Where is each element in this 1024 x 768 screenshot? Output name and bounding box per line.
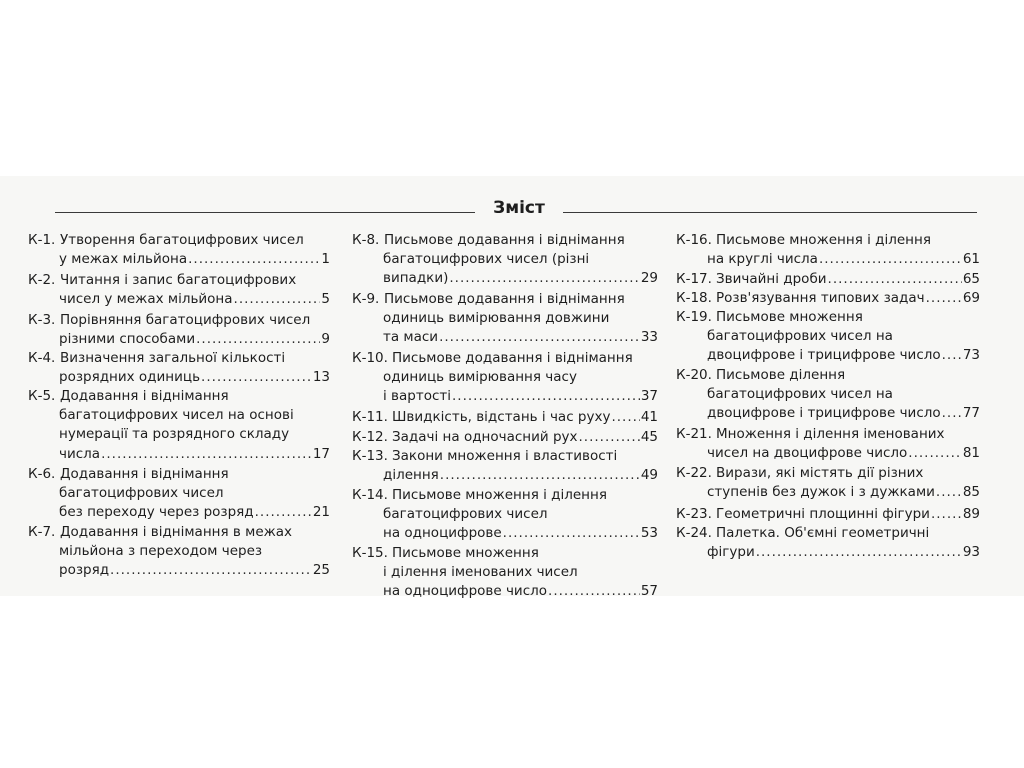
toc-entry: [28, 349, 330, 387]
dot-leader: [942, 404, 962, 423]
entry-code: К-21.: [676, 426, 712, 442]
entry-title-line: мільйона з переходом через: [59, 543, 263, 560]
entry-code: К-16.: [676, 232, 712, 248]
entry-title-line: на круглі числа: [707, 251, 818, 268]
page-number: 1: [321, 251, 330, 268]
toc-entry: [28, 311, 330, 349]
toc-entry: [676, 231, 980, 269]
toc-entry: [28, 271, 330, 309]
page-number: 13: [312, 369, 330, 386]
toc-entry: [352, 428, 658, 447]
entry-title-line: і вартості: [383, 388, 452, 405]
entry-title-line: чисел на двоцифрове число: [707, 445, 908, 462]
entry-title-line: числа: [59, 445, 101, 462]
toc-entry: [676, 308, 980, 366]
entry-title-line: чисел у межах мільйона: [59, 291, 233, 308]
dot-leader: [101, 445, 312, 464]
dot-leader: [439, 328, 640, 347]
page-number: 49: [640, 467, 658, 484]
page-number: 61: [962, 251, 980, 268]
page-number: 21: [312, 504, 330, 521]
toc-entry: [676, 366, 980, 424]
entry-code: К-8.: [352, 232, 380, 248]
heading-rule-left: [55, 212, 475, 213]
dot-leader: [942, 346, 962, 365]
page-number: 9: [321, 331, 330, 348]
entry-title-line: Письмове множення і ділення: [392, 487, 607, 503]
entry-title-line: Утворення багатоцифрових чисел: [60, 232, 304, 248]
dot-leader: [828, 270, 962, 289]
entry-title-line: двоцифрове і трицифрове число: [707, 347, 941, 364]
entry-title-line: Задачі на одночасний рух: [392, 429, 578, 445]
entry-code: К-10.: [352, 350, 388, 366]
entry-title-line: на одноцифрове число: [383, 583, 548, 600]
entry-title-line: та маси: [383, 329, 439, 346]
toc-entry: [352, 408, 658, 427]
toc-title: Зміст: [493, 198, 545, 218]
dot-leader: [440, 466, 640, 485]
dot-leader: [188, 250, 320, 269]
toc-entry: [28, 231, 330, 269]
entry-title-line: одиниць вимірювання довжини: [383, 310, 610, 327]
entry-title-line: Читання і запис багатоцифрових: [60, 272, 297, 288]
entry-title-line: багатоцифрових чисел (різні: [383, 251, 590, 268]
entry-title-line: різними способами: [59, 331, 196, 348]
entry-title-line: без переходу через розряд: [59, 504, 254, 521]
heading-rule-right: [563, 212, 977, 213]
page-number: 41: [640, 409, 658, 425]
entry-title-line: нумерації та розрядного складу: [59, 426, 290, 443]
entry-title-line: багатоцифрових чисел на основі: [59, 407, 294, 424]
dot-leader: [452, 387, 640, 406]
entry-title-line: двоцифрове і трицифрове число: [707, 405, 941, 422]
entry-code: К-6.: [28, 466, 56, 482]
entry-title-line: розряд: [59, 562, 110, 579]
entry-code: К-9.: [352, 291, 380, 307]
entry-code: К-22.: [676, 465, 712, 481]
page-number: 33: [640, 329, 658, 346]
page-number: 29: [640, 270, 658, 287]
entry-title-line: Звичайні дроби: [716, 271, 827, 287]
toc-entry: [352, 544, 658, 602]
entry-code: К-11.: [352, 409, 388, 425]
dot-leader: [548, 582, 640, 601]
page-number: 85: [962, 484, 980, 501]
toc-entry: [352, 231, 658, 289]
entry-title-line: і ділення іменованих чисел: [383, 564, 578, 581]
entry-title-line: випадки): [383, 270, 449, 287]
entry-code: К-15.: [352, 545, 388, 561]
entry-title-line: на одноцифрове: [383, 525, 502, 542]
entry-title-line: Геометричні площинні фігури: [716, 506, 930, 522]
dot-leader: [931, 505, 962, 524]
toc-entry: [676, 524, 980, 562]
entry-title-line: Додавання і віднімання: [60, 388, 229, 404]
toc-entry: [352, 486, 658, 544]
entry-title-line: Письмове множення: [716, 309, 863, 325]
entry-code: К-23.: [676, 506, 712, 522]
toc-entry: [352, 447, 658, 485]
dot-leader: [234, 290, 321, 309]
page-number: 53: [640, 525, 658, 542]
dot-leader: [449, 269, 639, 288]
entry-title-line: Визначення загальної кількості: [60, 350, 286, 366]
page-number: 73: [962, 347, 980, 364]
entry-code: К-3.: [28, 312, 56, 328]
page-number: 93: [962, 544, 980, 561]
entry-title-line: Письмове множення і ділення: [716, 232, 931, 248]
dot-leader: [255, 503, 312, 522]
page-number: 89: [962, 506, 980, 522]
entry-title-line: Розв'язування типових задач: [716, 290, 925, 306]
entry-code: К-4.: [28, 350, 56, 366]
entry-code: К-14.: [352, 487, 388, 503]
dot-leader: [503, 524, 640, 543]
entry-title-line: Швидкість, відстань і час руху: [392, 409, 611, 425]
page-number: 5: [321, 291, 330, 308]
entry-title-line: Додавання і віднімання в межах: [60, 524, 293, 540]
dot-leader: [110, 561, 312, 580]
entry-code: К-18.: [676, 290, 712, 306]
entry-code: К-12.: [352, 429, 388, 445]
dot-leader: [756, 543, 962, 562]
dot-leader: [908, 444, 962, 463]
entry-title-line: у межах мільйона: [59, 251, 188, 268]
entry-title-line: багатоцифрових чисел: [59, 485, 224, 502]
entry-title-line: Палетка. Об'ємні геометричні: [716, 525, 930, 541]
entry-title-line: багатоцифрових чисел на: [707, 328, 893, 345]
toc-entry: [676, 464, 980, 502]
toc-entry: [676, 289, 980, 308]
page-number: 17: [312, 445, 330, 462]
page-number: 25: [312, 562, 330, 579]
page-number: 65: [962, 271, 980, 287]
entry-title-line: Порівняння багатоцифрових чисел: [60, 312, 311, 328]
toc-entry: [676, 425, 980, 463]
entry-code: К-19.: [676, 309, 712, 325]
dot-leader: [201, 368, 312, 387]
entry-title-line: ділення: [383, 467, 439, 484]
entry-title-line: Письмове ділення: [716, 367, 846, 383]
entry-title-line: Вирази, які містять дії різних: [716, 465, 924, 481]
toc-entry: [28, 523, 330, 581]
page-number: 37: [640, 388, 658, 405]
dot-leader: [936, 483, 962, 502]
entry-title-line: фігури: [707, 544, 755, 561]
toc-entry: [676, 505, 980, 524]
entry-title-line: Письмове додавання і віднімання: [392, 350, 633, 366]
entry-title-line: Множення і ділення іменованих: [716, 426, 945, 442]
entry-title-line: Письмове додавання і віднімання: [384, 232, 625, 248]
entry-title-line: Закони множення і властивості: [392, 448, 618, 464]
entry-code: К-7.: [28, 524, 56, 540]
page-number: 45: [640, 429, 658, 445]
page-number: 57: [640, 583, 658, 600]
dot-leader: [196, 330, 320, 349]
dot-leader: [611, 408, 639, 427]
entry-code: К-13.: [352, 448, 388, 464]
toc-page: [0, 176, 1024, 600]
entry-code: К-17.: [676, 271, 712, 287]
entry-title-line: одиниць вимірювання часу: [383, 369, 577, 386]
toc-heading: [55, 198, 977, 228]
toc-entry: [676, 270, 980, 289]
entry-title-line: багатоцифрових чисел: [383, 506, 548, 523]
entry-title-line: ступенів без дужок і з дужками: [707, 484, 935, 501]
entry-title-line: розрядних одиниць: [59, 369, 201, 386]
entry-title-line: багатоцифрових чисел на: [707, 386, 893, 403]
page-number: 77: [962, 405, 980, 422]
toc-entry: [28, 465, 330, 523]
dot-leader: [579, 428, 640, 447]
toc-entry: [352, 290, 658, 348]
dot-leader: [819, 250, 962, 269]
entry-code: К-2.: [28, 272, 56, 288]
entry-code: К-24.: [676, 525, 712, 541]
toc-entry: [28, 387, 330, 464]
entry-code: К-20.: [676, 367, 712, 383]
entry-title-line: Письмове множення: [392, 545, 539, 561]
page-number: 81: [962, 445, 980, 462]
toc-entry: [352, 349, 658, 407]
entry-code: К-5.: [28, 388, 56, 404]
entry-title-line: Письмове додавання і віднімання: [384, 291, 625, 307]
entry-title-line: Додавання і віднімання: [60, 466, 229, 482]
page-number: 69: [962, 290, 980, 306]
entry-code: К-1.: [28, 232, 56, 248]
dot-leader: [926, 289, 962, 308]
